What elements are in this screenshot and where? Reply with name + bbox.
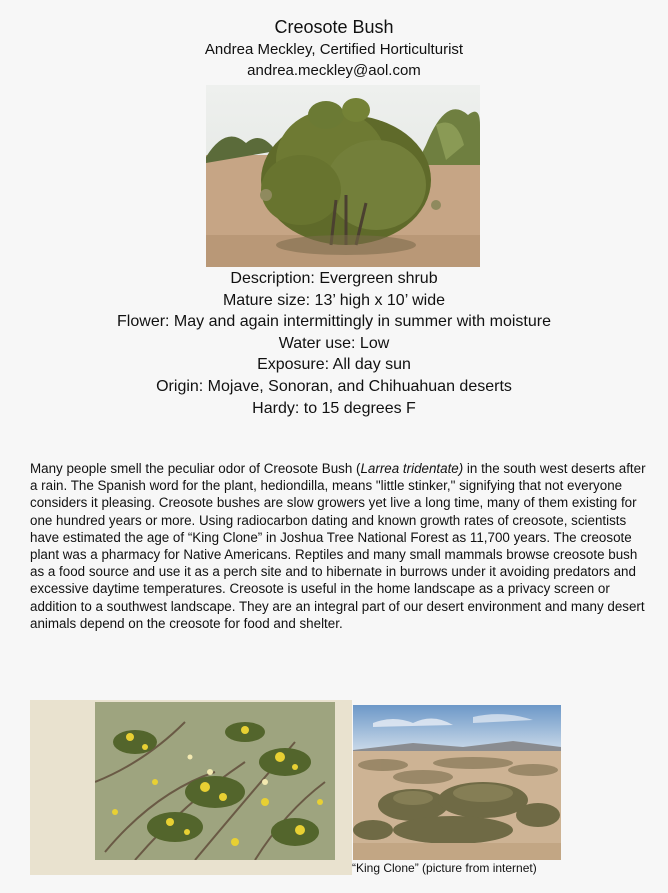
- fact-hardy: Hardy: to 15 degrees F: [252, 399, 416, 417]
- creosote-bush-photo: [206, 85, 480, 267]
- fact-exposure: Exposure: All day sun: [257, 356, 411, 374]
- author-email: andrea.meckley@aol.com: [247, 62, 421, 79]
- plant-facts: [0, 268, 668, 419]
- fact-origin: Origin: Mojave, Sonoran, and Chihuahuan deserts: [156, 377, 512, 395]
- author-name: Andrea Meckley, Certified Horticulturist: [204, 41, 464, 58]
- fact-flower: Flower: May and again intermittingly in summer with moisture: [117, 313, 551, 331]
- paragraph-intro: Many people smell the peculiar odor of Creosote Bush (: [30, 461, 361, 476]
- fact-description: Description: Evergreen shrub: [230, 270, 438, 287]
- king-clone-photo: [353, 705, 561, 860]
- flower-closeup-photo: [95, 702, 335, 860]
- header: [0, 16, 668, 81]
- fact-water-use: Water use: Low: [278, 334, 390, 352]
- photo-caption: “King Clone” (picture from internet): [352, 861, 537, 875]
- latin-name: Larrea tridentate): [360, 461, 464, 476]
- page-title: Creosote Bush: [274, 17, 394, 37]
- fact-mature-size: Mature size: 13’ high x 10’ wide: [222, 291, 446, 309]
- paragraph-rest: in the south west deserts after a rain. The Spanish word for the plant, hediondilla, means "little stinker," signifying that not everyone considers it pleasing. Creosote bushes are slow growers yet live a long time, many of them existing for one hundred years or more. Using radiocarbon dating and known growth rates of creosote, scientists have estimated the age of “King Clone” in Joshua Tree National Forest as 11,700 years. The creosote plant was a pharmacy for Native Americans. Reptiles and many small mammals browse creosote bush as a food source and use it as a perch site and to hibernate in burrows under it avoiding predators and excessive daytime temperatures. Creosote is useful in the home landscape as a privacy screen or addition to a southwest landscape. They are an integral part of our desert environment and many desert animals depend on the creosote for food and shelter.: [30, 461, 646, 631]
- description-paragraph: [30, 460, 646, 632]
